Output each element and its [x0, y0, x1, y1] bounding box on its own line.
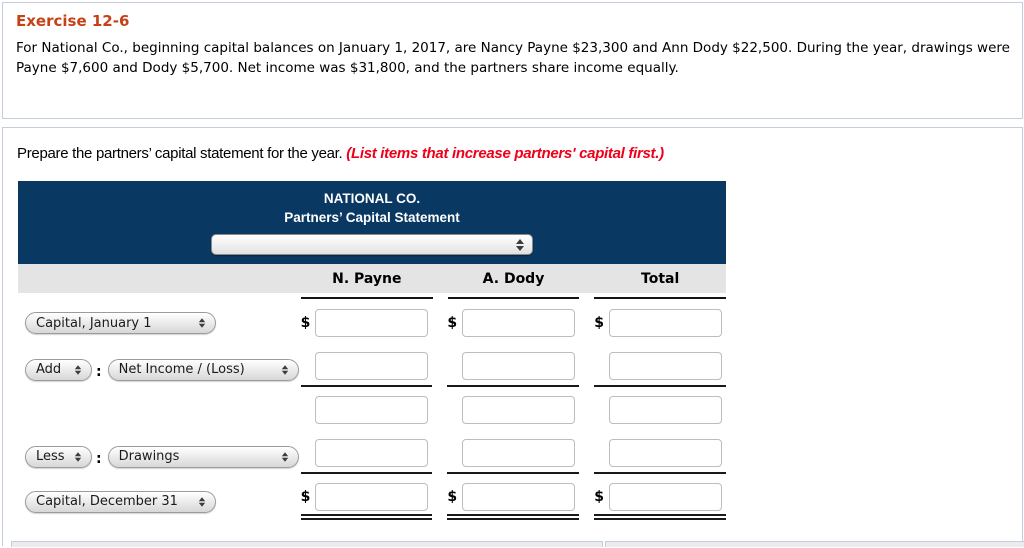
row4-payne-input[interactable]: [315, 439, 428, 467]
underline-payne: [301, 297, 433, 299]
dollar-sign: $: [300, 489, 311, 505]
underline-dody: [448, 297, 580, 299]
row4-label-select[interactable]: [108, 446, 299, 468]
row2-dody-input[interactable]: [462, 352, 575, 380]
column-header-payne: N. Payne: [332, 270, 402, 287]
row-capital-january-1: [18, 309, 726, 337]
work-panel: [2, 127, 1023, 546]
select-stepper-icon: [75, 365, 81, 375]
statement-title: Partners’ Capital Statement: [284, 210, 460, 225]
row4-prefix-select[interactable]: [25, 446, 92, 468]
statement-header: [18, 181, 726, 264]
row3-dody-cell: [447, 396, 579, 424]
row1-payne-input[interactable]: [315, 309, 428, 337]
instruction-text: Prepare the partners’ capital statement for the year.: [17, 145, 347, 162]
exercise-description: For National Co., beginning capital balances on January 1, 2017, are Nancy Payne $23,300 and Ann Dody $22,500. During the year, drawings were Payne $7,600 and Dody $5,700. Net income was $31,800, and the partners share income equally.: [16, 40, 1010, 76]
capital-statement-table: [18, 181, 726, 520]
underline-total: [594, 297, 726, 299]
company-name: NATIONAL CO.: [323, 191, 421, 206]
row-capital-december-31: [18, 483, 726, 520]
row2-label-select-value: Net Income / (Loss): [118, 362, 245, 377]
row5-label-cell: [18, 491, 301, 513]
column-header-dody: A. Dody: [482, 270, 545, 287]
row5-payne-input[interactable]: [315, 483, 428, 511]
row2-payne-input[interactable]: [315, 352, 428, 380]
row4-label-cell: [18, 446, 301, 468]
row5-label-select-value: Capital, December 31: [36, 494, 178, 509]
row4-total-cell: [594, 439, 726, 474]
problem-panel: [2, 2, 1023, 119]
next-section-box-right: [605, 541, 1024, 547]
row2-prefix-select-value: Add: [36, 362, 62, 377]
select-stepper-icon: [281, 452, 287, 462]
row1-label-select[interactable]: [25, 312, 216, 334]
row3-total-input[interactable]: [609, 396, 722, 424]
row5-total-cell: [594, 483, 726, 520]
instruction-emphasis: (List items that increase partners' capital first.): [346, 145, 664, 162]
row1-dody-cell: [447, 309, 579, 337]
select-stepper-icon: [199, 318, 205, 328]
dollar-sign: $: [594, 315, 604, 331]
row3-payne-cell: [301, 396, 433, 424]
select-stepper-icon: [281, 365, 287, 375]
row2-label-cell: [18, 359, 301, 381]
row5-payne-cell: [301, 483, 433, 520]
dollar-sign: $: [300, 315, 311, 331]
row5-dody-cell: [447, 483, 579, 520]
row4-prefix-select-value: Less: [36, 449, 65, 464]
exercise-title: Exercise 12-6: [16, 12, 130, 30]
row2-payne-cell: [301, 352, 433, 387]
separator-colon: :: [96, 450, 102, 467]
row4-payne-cell: [301, 439, 433, 474]
next-section-box-left: [11, 541, 603, 547]
row1-total-input[interactable]: [609, 309, 722, 337]
row5-total-input[interactable]: [609, 483, 722, 511]
row2-total-input[interactable]: [609, 352, 722, 380]
row4-total-input[interactable]: [609, 439, 722, 467]
row4-dody-cell: [447, 439, 579, 474]
task-instruction: [17, 145, 1010, 162]
row1-label-select-value: Capital, January 1: [36, 315, 152, 331]
row2-label-select[interactable]: [108, 359, 299, 381]
column-header-row: [18, 264, 726, 293]
column-underlines: [18, 297, 726, 299]
row1-total-cell: [594, 309, 726, 337]
dollar-sign: $: [447, 315, 458, 331]
row-add-net-income: [18, 352, 726, 387]
row3-dody-input[interactable]: [462, 396, 575, 424]
row-subtotal: [18, 396, 726, 424]
row2-prefix-select[interactable]: [25, 359, 92, 381]
row4-label-select-value: Drawings: [118, 449, 180, 464]
dollar-sign: $: [447, 489, 458, 505]
row2-total-cell: [594, 352, 726, 387]
row5-dody-input[interactable]: [462, 483, 575, 511]
row1-payne-cell: [301, 309, 433, 337]
row4-dody-input[interactable]: [462, 439, 575, 467]
dollar-sign: $: [594, 489, 604, 505]
row3-payne-input[interactable]: [315, 396, 428, 424]
select-stepper-icon: [75, 452, 81, 462]
select-stepper-icon: [199, 497, 205, 507]
row-less-drawings: [18, 439, 726, 474]
row2-dody-cell: [447, 352, 579, 387]
row3-total-cell: [594, 396, 726, 424]
row5-label-select[interactable]: [25, 491, 216, 513]
select-stepper-icon: [516, 239, 524, 251]
period-select[interactable]: [211, 234, 533, 255]
separator-colon: :: [96, 363, 102, 380]
column-header-total: Total: [641, 270, 680, 287]
row1-label-cell: [18, 312, 301, 334]
row1-dody-input[interactable]: [462, 309, 575, 337]
